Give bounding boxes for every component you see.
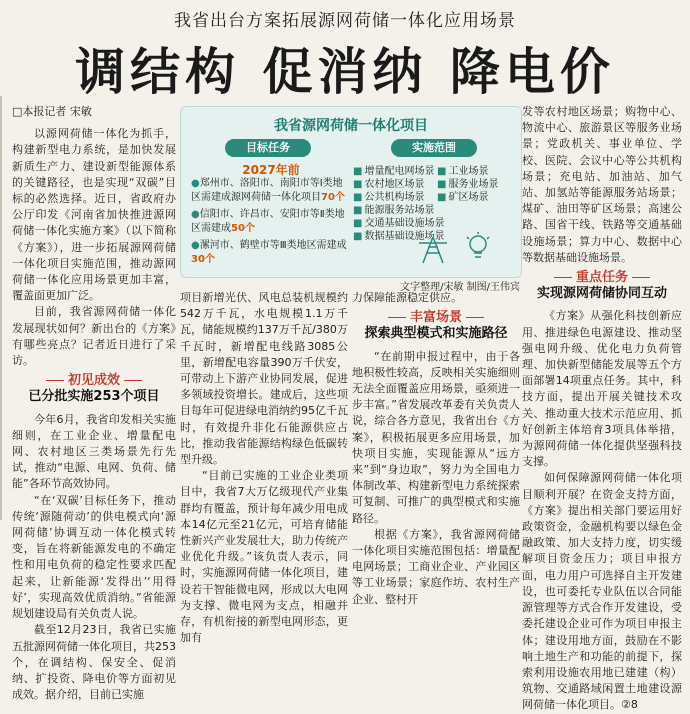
headline: 调结构 促消纳 降电价 [75, 43, 615, 101]
infographic-box [180, 106, 522, 278]
scope-row: ■ 公共机构场景 ■ 矿区场景 [353, 192, 489, 203]
section-1-title: 已分批实施253个项目 [28, 389, 160, 405]
col5-paragraph-3: 如何保障源网荷储一体化项目顺利开展？在资金支持方面，《方案》提出相关部门要运用好政策资金，金融机构要以绿色金融政策、加大支持力度，切实缓解项目资金压力；项目申报方面，电力用户可选择自主开发建设，也可委托专业队伍以合同能源管理等方式合作开发建设，受委托建设企业可作为项目申报主体；建设用地方面，鼓励在不影响土地生产和功能的前提下，探索利用设施农用地已建建（构）筑物、交通路域闲置土地建设源网荷储一体化项目。②8 [522, 471, 682, 712]
col4-paragraph-1: “在前期申报过程中，由于各地积极性较高，反映相关实施细则无法全面覆盖应用场景，亟须进一步丰富。”省发展改革委有关负责人说，综合各方意见，我省出台《方案》，积极拓展更多应用场景，加快项目实施，实现能源从“远方来”到“身边取”，努力为全国电力体制改革、构建新型电力系统探索可复制、可推广的典型模式和实施路径。 [352, 349, 520, 525]
infographic-title: 我省源网荷储一体化项目 [274, 118, 428, 134]
column-3 [180, 290, 348, 645]
section-3-label: 重点任务 [522, 270, 682, 286]
intro-paragraph-1: 以源网荷储一体化为抓手，构建新型电力系统，是加快发展新质生产力、建设新型能源体系的关键路径，也是实现“双碳”目标的必然选择。近日，省政府办公厅印发《河南省加快推进源网荷储一体化实施方案》（以下简称《方案》），进一步拓展源网荷储一体化项目实施范围，推动源网荷储一体化应用场景更加丰富，覆盖面更加广泛。 [12, 127, 176, 303]
section-3-heading [522, 270, 682, 302]
col4-paragraph-2: 根据《方案》，我省源网荷储一体化项目实施范围包括：增量配电网场景；工商业企业、产业园区等工业场景；家庭作坊、农村生产企业、整村开 [352, 527, 520, 606]
section-2-title: 探索典型模式和实施路径 [364, 326, 508, 342]
section-1-paragraph-3: 截至12月23日，我省已实施五批源网荷储一体化项目，共253个，在调结构、保安全、促消纳、扩投资、降电价等方面初见成效。据介绍，目前已实施 [12, 623, 176, 702]
col4-lead: 力保障能源稳定供应。 [352, 291, 462, 304]
scope-row: ■ 农村地区场景 ■ 服务业场景 [353, 179, 499, 190]
infographic-credit: 文字整理/宋敏 制图/王伟宾 [400, 282, 520, 293]
byline: □本报记者 宋敏 [12, 105, 92, 118]
col5-paragraph-2: 《方案》从强化科技创新应用、推进绿色电源建设、推动坚强电网升级、优化电力负荷管理、加快新型储能发展等五个方面部署14项重点任务。其中，科技方面，提出开展关键技术攻关、推动重大技术示范应用、抓好创新主体培育3项具体举措，为源网荷储一体化提供坚强科技支撑。 [522, 309, 682, 469]
scope-row: ■ 能源服务站场景 [353, 205, 435, 216]
goal-item: ●漯河市、鹤壁市等Ⅲ类地区需建成30个 [191, 240, 347, 265]
column-1 [12, 104, 176, 702]
page-edge [0, 96, 2, 520]
col3-paragraph-1: 项目新增光伏、风电总装机规模约542万千瓦，水电规模1.1万千瓦，储能规模约137万千瓦/380万千瓦时，新增配电线路3085公里，新增配电容量390万千伏安，可带动上下游产业协同发展，促进多领域投资增长。建成后，这些项目每年可促进绿电消纳约95亿千瓦时，有效提升非化石能源供应占比，推动我省能源结构绿色低碳转型升级。 [180, 291, 348, 467]
scope-row: ■ 增量配电网场景 ■ 工业场景 [353, 166, 489, 177]
power-tower-icon [413, 235, 453, 265]
col3-paragraph-2: “目前已实施的工业企业类项目中，我省7大万亿级现代产业集群均有覆盖，预计每年减少用电成本14亿元至21亿元，可培育储能性新兴产业发展壮大，助力传统产业优化升级。”该负责人表示，同时，实施源网荷储一体化项目，建设若干智能微电网，形成以大电网为支撑、微电网为支点，相融并存，有机衔接的新型电网形态，更加有 [180, 469, 348, 645]
goal-item: ●信阳市、许昌市、安阳市等Ⅱ类地区需建成50个 [191, 209, 345, 234]
goal-list [191, 177, 351, 270]
col5-paragraph-1: 发等农村地区场景；购物中心、物流中心、旅游景区等服务业场景；党政机关、事业单位、学校、医院、会议中心等公共机构场景；充电站、加油站、加气站、加氢站等能源服务站场景；煤矿、油田等矿区场景；高速公路、国省干线、铁路等交通基础设施场景；算力中心、数据中心等数据基础设施场景。 [522, 105, 682, 264]
section-1-heading [12, 373, 176, 405]
column-4 [352, 290, 520, 606]
intro-paragraph-2: 目前，我省源网荷储一体化发展现状如何？新出台的《方案》有哪些亮点？记者近日进行了采访。 [12, 305, 176, 368]
goal-label: 目标任务 [225, 139, 311, 157]
goal-year: 2027年前 [242, 163, 300, 177]
light-bulb-icon [463, 231, 493, 265]
scope-row: ■ 交通基础设施场景 [353, 218, 445, 229]
scope-list [353, 165, 521, 243]
section-1-paragraph-1: 今年6月，我省印发相关实施细则，在工业企业、增量配电网、农村地区三类场景先行先试，推动“电源、电网、负荷、储能”各环节高效协同。 [12, 412, 176, 491]
section-2-heading [352, 310, 520, 342]
scope-row: ■ 数据基础设施场景 [353, 231, 445, 242]
section-2-label: 丰富场景 [352, 310, 520, 326]
scope-label: 实施范围 [391, 139, 477, 157]
section-1-label: 初见成效 [12, 373, 176, 389]
section-1-paragraph-2: “在‘双碳’目标任务下，推动传统‘源随荷动’的供电模式向‘源网荷储’协调互动一体化模式转变，旨在将新能源发电的不确定性和用电负荷的稳定性要求匹配起来，让新能源‘发得出’‘用得好’，实现高效优质消纳。”省能源规划建设局有关负责人说。 [12, 493, 176, 621]
goal-item: ●郑州市、洛阳市、南阳市等Ⅰ类地区需建成源网荷储一体化项目70个 [191, 178, 345, 203]
column-5 [522, 104, 682, 712]
kicker-line: 我省出台方案拓展源网荷储一体化应用场景 [174, 11, 516, 31]
section-3-title: 实现源网荷储协同互动 [536, 286, 667, 302]
